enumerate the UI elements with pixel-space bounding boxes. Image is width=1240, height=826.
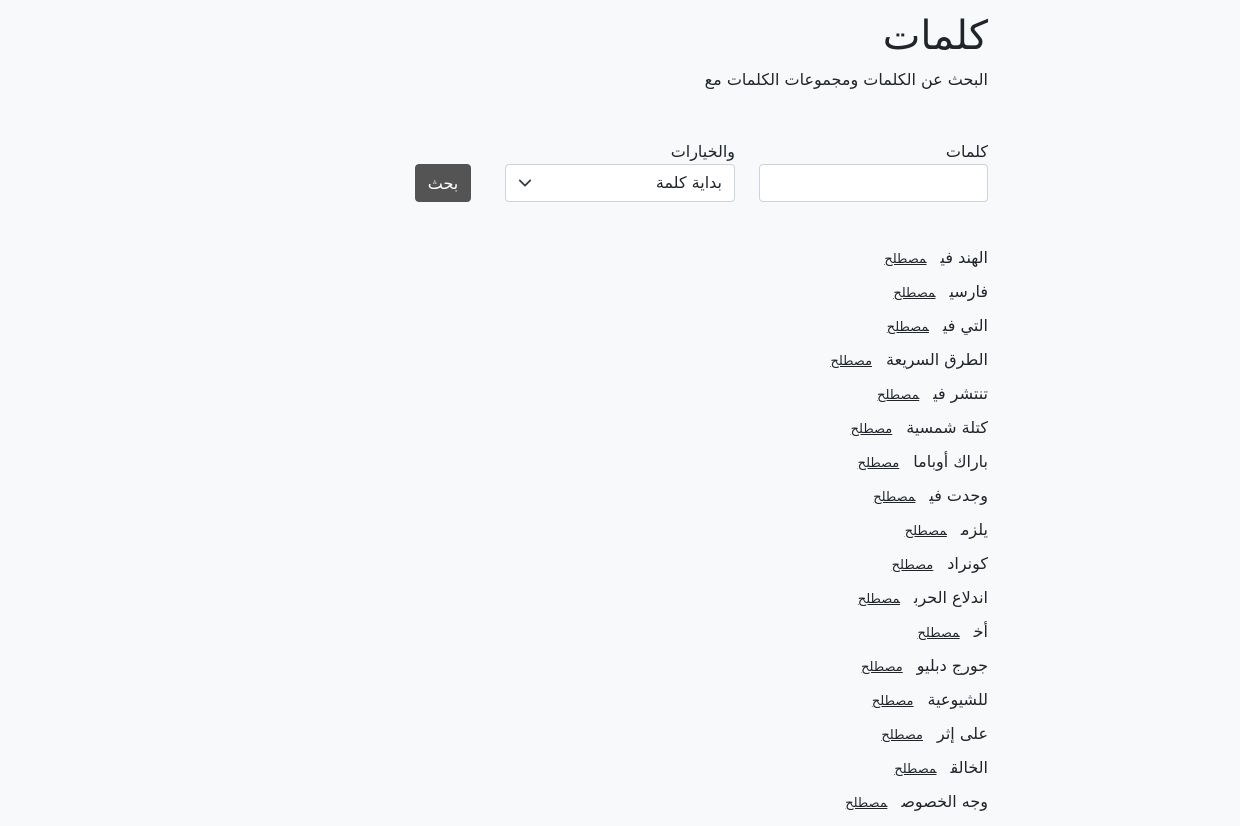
chevron-down-icon	[518, 176, 532, 190]
result-term-link[interactable]: مصطلح	[873, 490, 916, 505]
list-item	[252, 758, 988, 792]
list-item	[252, 520, 988, 554]
list-item	[252, 350, 988, 384]
result-term-link[interactable]: مصطلح	[886, 320, 929, 335]
result-term-link[interactable]: مصطلح	[891, 558, 934, 573]
result-term-link[interactable]: مصطلح	[893, 286, 936, 301]
result-term-link[interactable]: مصطلح	[830, 354, 873, 369]
result-word: الطرق السريعة	[886, 350, 988, 369]
list-item	[252, 316, 988, 350]
words-label: كلمات	[945, 142, 988, 161]
result-term-link[interactable]: مصطلح	[857, 592, 901, 607]
result-word: يلزم	[960, 520, 988, 539]
list-item	[252, 656, 988, 690]
result-term-link[interactable]: مصطلح	[871, 694, 914, 709]
options-label: والخيارات	[670, 142, 735, 161]
result-word: الهند في	[940, 248, 988, 267]
result-term-link[interactable]: مصطلح	[857, 456, 900, 471]
result-word: التي في	[942, 316, 988, 335]
result-term-link[interactable]: مصطلح	[877, 388, 920, 403]
list-item	[252, 724, 988, 758]
result-word: أخ	[973, 622, 988, 641]
result-word: وجه الخصوص	[901, 792, 988, 811]
result-word: على إثر	[937, 724, 988, 743]
options-selected-value: بداية كلمة	[655, 173, 722, 192]
results-list	[252, 248, 988, 826]
result-word: باراك أوباما	[913, 452, 988, 471]
search-button[interactable]: بحث	[415, 164, 471, 202]
words-input[interactable]	[759, 164, 988, 202]
result-word: للشيوعية	[927, 690, 988, 709]
result-term-link[interactable]: مصطلح	[881, 728, 923, 743]
list-item	[252, 554, 988, 588]
result-term-link[interactable]: مصطلح	[861, 660, 903, 675]
list-item	[252, 690, 988, 724]
list-item	[252, 622, 988, 656]
list-item	[252, 486, 988, 520]
list-item	[252, 384, 988, 418]
list-item	[252, 588, 988, 622]
result-word: اندلاع الحرب	[914, 588, 988, 607]
list-item	[252, 792, 988, 826]
result-word: تنتشر في	[933, 384, 988, 403]
options-field-group	[505, 140, 735, 202]
page-title: كلمات	[882, 13, 988, 59]
list-item	[252, 418, 988, 452]
result-word: فارسي	[949, 282, 988, 301]
result-word: كونراد	[947, 554, 988, 573]
list-item	[252, 282, 988, 316]
list-item	[252, 248, 988, 282]
result-term-link[interactable]: مصطلح	[884, 252, 927, 267]
words-field-group	[759, 140, 988, 202]
list-item	[252, 452, 988, 486]
result-word: جورج دبليو	[916, 656, 988, 675]
result-word: كتلة شمسية	[906, 418, 988, 437]
result-term-link[interactable]: مصطلح	[894, 762, 937, 777]
search-form	[252, 140, 988, 210]
options-select[interactable]	[505, 164, 735, 202]
result-word: الخالق	[950, 758, 988, 777]
result-term-link[interactable]: مصطلح	[850, 422, 893, 437]
result-term-link[interactable]: مصطلح	[904, 524, 947, 539]
page-subtitle: البحث عن الكلمات ومجموعات الكلمات مع	[704, 70, 988, 89]
main-content	[252, 0, 988, 826]
result-term-link[interactable]: مصطلح	[845, 796, 888, 811]
result-term-link[interactable]: مصطلح	[917, 626, 960, 641]
result-word: وجدت في	[929, 486, 988, 505]
